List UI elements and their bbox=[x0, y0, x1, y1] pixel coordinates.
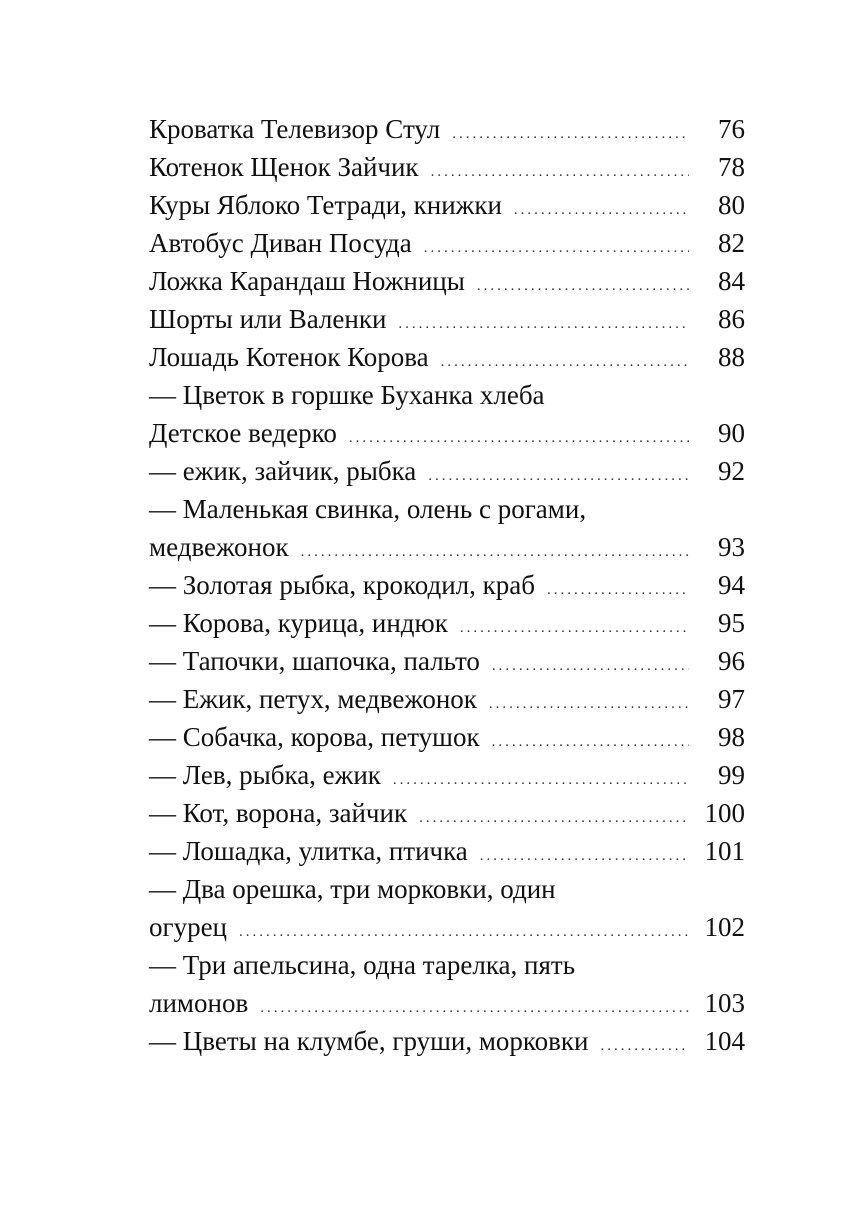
dot-leader bbox=[452, 115, 689, 153]
toc-entry-continued bbox=[149, 376, 745, 414]
toc-entry bbox=[149, 452, 745, 490]
toc-page-number: 96 bbox=[718, 646, 745, 676]
toc-entry-title: Ложка Карандаш Ножницы bbox=[149, 266, 465, 296]
toc-entry-title: Кроватка Телевизор Стул bbox=[149, 114, 441, 144]
toc-entry-title: Шорты или Валенки bbox=[149, 304, 387, 334]
toc-page-number: 86 bbox=[718, 304, 745, 334]
dot-leader bbox=[492, 723, 689, 761]
toc-entry-continued bbox=[149, 870, 745, 908]
dot-leader bbox=[547, 571, 689, 609]
toc-page-number: 84 bbox=[718, 266, 745, 296]
toc-entry-title: — Лев, рыбка, ежик bbox=[149, 760, 381, 790]
toc-entry bbox=[149, 1022, 745, 1060]
toc-page-number: 97 bbox=[718, 684, 745, 714]
toc-entry bbox=[149, 642, 745, 680]
dot-leader bbox=[489, 685, 689, 723]
toc-entry bbox=[149, 300, 745, 338]
toc-entry-title: огурец bbox=[149, 912, 228, 942]
toc-page-number: 80 bbox=[718, 190, 745, 220]
dot-leader bbox=[492, 647, 689, 685]
toc-entry bbox=[149, 718, 745, 756]
toc-page-number: 92 bbox=[718, 456, 745, 486]
toc-page-number: 88 bbox=[718, 342, 745, 372]
toc-entry-title: — Цветы на клумбе, груши, морковки bbox=[149, 1026, 589, 1056]
toc-entry-title: — Золотая рыбка, крокодил, краб bbox=[149, 570, 535, 600]
toc-entry-title: Детское ведерко bbox=[149, 418, 337, 448]
toc-page-number: 104 bbox=[704, 1026, 745, 1056]
dot-leader bbox=[514, 191, 689, 229]
dot-leader bbox=[398, 305, 689, 343]
toc-entry-title: Котенок Щенок Зайчик bbox=[149, 152, 419, 182]
toc-entry-title: — Кот, ворона, зайчик bbox=[149, 798, 408, 828]
toc-page-number: 99 bbox=[718, 760, 745, 790]
toc-entry-title: Автобус Диван Посуда bbox=[149, 228, 412, 258]
toc-entry-title: Куры Яблоко Тетради, книжки bbox=[149, 190, 502, 220]
toc-page-number: 90 bbox=[718, 418, 745, 448]
toc-entry-title: — Тапочки, шапочка, пальто bbox=[149, 646, 480, 676]
dot-leader bbox=[460, 609, 689, 647]
toc-entry-title: — Два орешка, три морковки, один bbox=[149, 874, 556, 904]
toc-entry-title: медвежонок bbox=[149, 532, 289, 562]
toc-page-number: 103 bbox=[704, 988, 745, 1018]
toc-entry bbox=[149, 566, 745, 604]
toc-entry bbox=[149, 908, 745, 946]
toc-entry bbox=[149, 528, 745, 566]
table-of-contents bbox=[149, 110, 745, 1060]
toc-entry bbox=[149, 338, 745, 376]
toc-entry-continued bbox=[149, 946, 745, 984]
toc-page-number: 95 bbox=[718, 608, 745, 638]
toc-page-number: 100 bbox=[704, 798, 745, 828]
toc-entry bbox=[149, 148, 745, 186]
toc-entry-title: — Собачка, корова, петушок bbox=[149, 722, 480, 752]
toc-page-number: 78 bbox=[718, 152, 745, 182]
toc-entry bbox=[149, 262, 745, 300]
toc-entry bbox=[149, 224, 745, 262]
toc-entry-title: Лошадь Котенок Корова bbox=[149, 342, 429, 372]
toc-entry bbox=[149, 110, 745, 148]
toc-entry-title: — Маленькая свинка, олень с рогами, bbox=[149, 494, 587, 524]
toc-page-number: 82 bbox=[718, 228, 745, 258]
toc-entry-title: — Цветок в горшке Буханка хлеба bbox=[149, 380, 545, 410]
toc-entry-title: — Лошадка, улитка, птичка bbox=[149, 836, 468, 866]
toc-entry-title: — ежик, зайчик, рыбка bbox=[149, 456, 417, 486]
toc-entry bbox=[149, 794, 745, 832]
toc-entry bbox=[149, 604, 745, 642]
toc-page-number: 98 bbox=[718, 722, 745, 752]
toc-page-number: 76 bbox=[718, 114, 745, 144]
toc-entry-title: лимонов bbox=[149, 988, 249, 1018]
toc-entry bbox=[149, 680, 745, 718]
toc-entry-title: — Ежик, петух, медвежонок bbox=[149, 684, 477, 714]
toc-entry-title: — Корова, курица, индюк bbox=[149, 608, 448, 638]
toc-page-number: 102 bbox=[704, 912, 745, 942]
toc-entry-title: — Три апельсина, одна тарелка, пять bbox=[149, 950, 576, 980]
toc-entry bbox=[149, 756, 745, 794]
toc-page-number: 101 bbox=[704, 836, 745, 866]
dot-leader bbox=[477, 267, 689, 305]
toc-entry bbox=[149, 832, 745, 870]
toc-entry bbox=[149, 186, 745, 224]
toc-entry bbox=[149, 414, 745, 452]
toc-entry bbox=[149, 984, 745, 1022]
toc-page-number: 93 bbox=[718, 532, 745, 562]
dot-leader bbox=[601, 1027, 689, 1065]
toc-entry-continued bbox=[149, 490, 745, 528]
dot-leader bbox=[393, 761, 689, 799]
toc-page-number: 94 bbox=[718, 570, 745, 600]
